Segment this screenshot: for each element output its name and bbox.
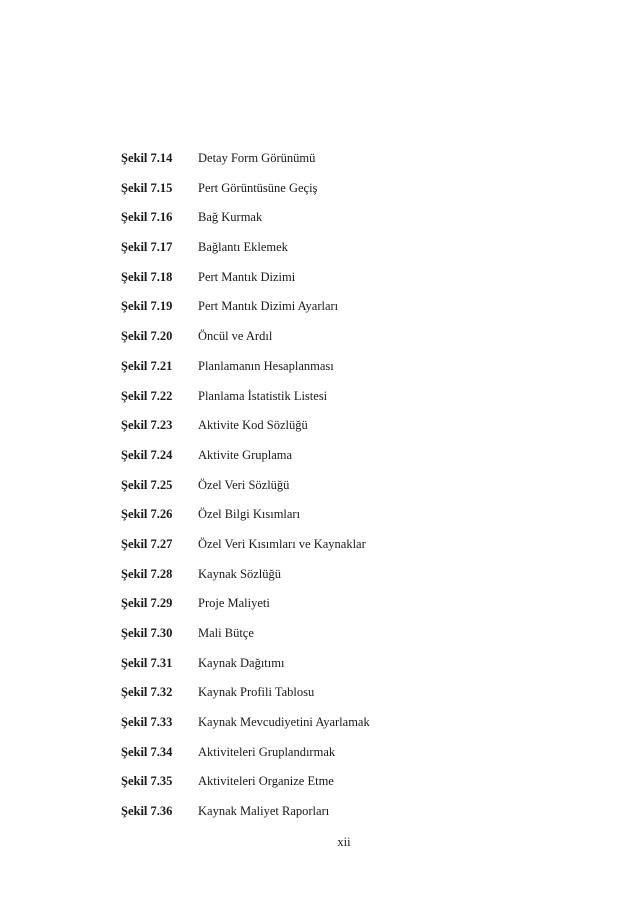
figure-title: Pert Görüntüsüne Geçiş [198,180,318,195]
figure-entry [121,326,581,356]
figure-entry [121,356,581,386]
figure-label: Şekil 7.30 [121,626,173,640]
figure-title: Kaynak Dağıtımı [198,655,285,670]
figure-entry [121,564,581,594]
figure-title: Bağlantı Eklemek [198,240,288,255]
figure-label: Şekil 7.24 [121,447,173,462]
figure-label: Şekil 7.21 [121,358,173,373]
figure-entry [121,267,581,297]
figure-label: Şekil 7.36 [121,804,173,819]
page-number: xii [337,835,351,849]
figure-entry [121,801,581,831]
figure-label: Şekil 7.19 [121,299,173,314]
figure-title: Özel Veri Sözlüğü [198,477,290,492]
figure-entry [121,771,581,801]
figure-label: Şekil 7.28 [121,566,173,581]
figure-entry [121,504,581,534]
figure-title: Planlamanın Hesaplanması [198,358,334,373]
figure-entry [121,207,581,237]
figure-label: Şekil 7.20 [121,329,173,344]
figure-label: Şekil 7.31 [121,655,173,670]
figure-label: Şekil 7.17 [121,240,173,255]
figure-title: Proje Maliyeti [198,596,270,611]
figure-entry [121,296,581,326]
figure-label: Şekil 7.16 [121,210,173,225]
figure-entry [121,653,581,683]
figure-title: Kaynak Profili Tablosu [198,685,315,700]
figure-label: Şekil 7.35 [121,774,173,789]
figure-title: Aktivite Kod Sözlüğü [198,418,308,433]
figure-title: Detay Form Görünümü [198,151,316,165]
figure-label: Şekil 7.22 [121,388,173,403]
figure-title: Pert Mantık Dizimi Ayarları [198,299,339,314]
figure-title: Mali Bütçe [198,626,254,640]
figure-label: Şekil 7.26 [121,507,173,522]
figure-title: Kaynak Sözlüğü [198,566,281,581]
figure-entry [121,445,581,475]
figure-label: Şekil 7.23 [121,418,173,433]
figure-title: Aktiviteleri Organize Etme [198,774,334,789]
figure-label: Şekil 7.33 [121,715,173,730]
figure-title: Kaynak Maliyet Raporları [198,804,330,819]
figure-label: Şekil 7.25 [121,477,173,492]
figure-label: Şekil 7.15 [121,180,173,195]
figure-entry [121,178,581,208]
figure-label: Şekil 7.27 [121,536,173,551]
figure-entry [121,415,581,445]
figure-entry [121,712,581,742]
figure-title: Aktiviteleri Gruplandırmak [198,744,336,759]
figure-title: Özel Veri Kısımları ve Kaynaklar [198,536,366,551]
figure-title: Kaynak Mevcudiyetini Ayarlamak [198,715,370,730]
figure-title: Özel Bilgi Kısımları [198,507,301,522]
figure-entry [121,534,581,564]
figure-label: Şekil 7.34 [121,744,173,759]
figure-entry [121,742,581,772]
figure-title: Planlama İstatistik Listesi [198,388,328,403]
figure-entry [121,475,581,505]
figure-entry [121,682,581,712]
figure-title: Aktivite Gruplama [198,447,293,462]
figure-entry [121,593,581,623]
figure-label: Şekil 7.14 [121,151,173,165]
figure-entry [121,237,581,267]
figure-title: Öncül ve Ardıl [198,329,273,344]
list-of-figures [121,148,581,831]
figure-entry [121,623,581,653]
figure-label: Şekil 7.29 [121,596,173,611]
figure-entry [121,148,581,178]
figure-label: Şekil 7.32 [121,685,173,700]
figure-title: Bağ Kurmak [198,210,263,225]
figure-entry [121,386,581,416]
figure-label: Şekil 7.18 [121,269,173,284]
figure-title: Pert Mantık Dizimi [198,269,296,284]
